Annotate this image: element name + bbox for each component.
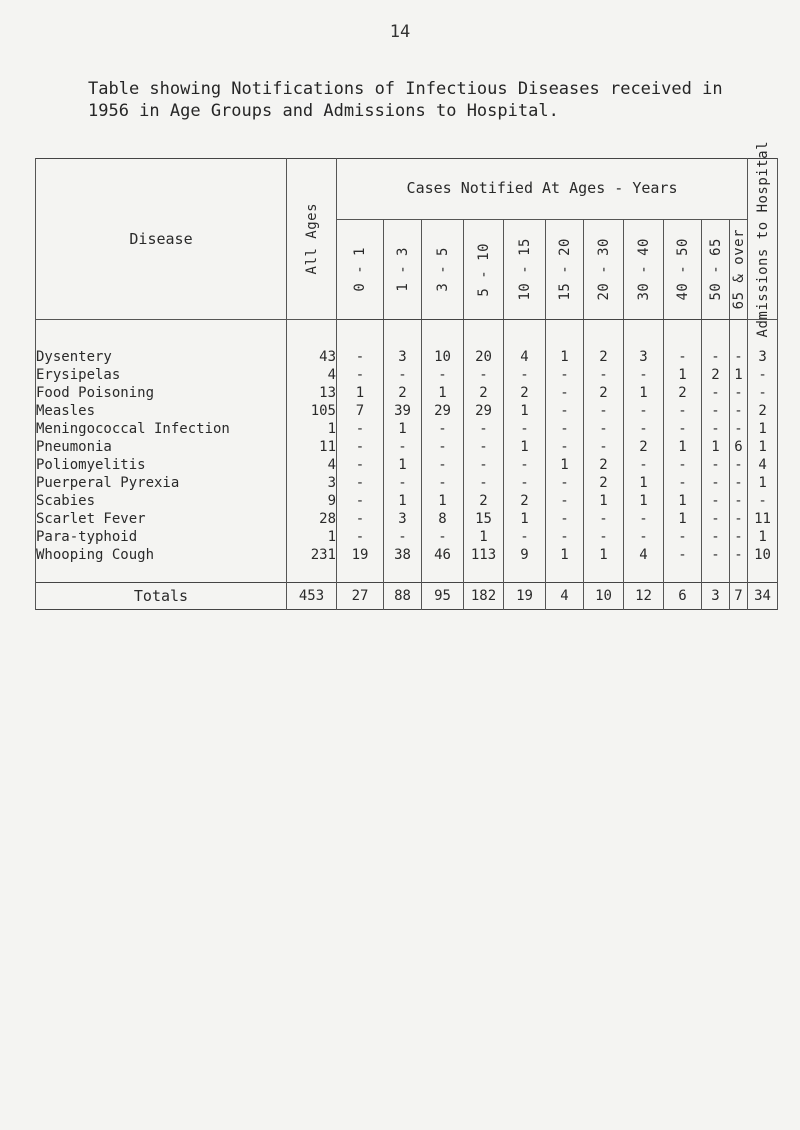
age-group-label: 10 - 15 [516, 238, 533, 301]
age-cell: 1 [384, 420, 422, 438]
table-row [36, 366, 778, 384]
age-cell: - [384, 528, 422, 546]
admissions-cell: 2 [748, 402, 778, 420]
age-cell: 3 [384, 348, 422, 366]
admissions-cell: 4 [748, 456, 778, 474]
spacer-cell [584, 564, 624, 583]
age-cell: - [504, 474, 546, 492]
table-row [36, 348, 778, 366]
age-cell: - [546, 528, 584, 546]
age-cell: - [546, 474, 584, 492]
spacer-cell [624, 564, 664, 583]
disease-name: Scabies [36, 492, 287, 510]
age-cell: 1 [584, 546, 624, 564]
age-group-label: 50 - 65 [707, 238, 724, 301]
age-cell: 1 [624, 492, 664, 510]
header-age-group [422, 219, 464, 319]
all-ages-cell: 43 [287, 348, 337, 366]
age-cell: - [730, 402, 748, 420]
age-cell: - [504, 366, 546, 384]
age-cell: 38 [384, 546, 422, 564]
header-age-group [664, 219, 702, 319]
age-cell: - [422, 366, 464, 384]
age-cell: 4 [504, 348, 546, 366]
all-ages-cell: 11 [287, 438, 337, 456]
age-cell: - [337, 456, 384, 474]
age-cell: 8 [422, 510, 464, 528]
spacer-cell [464, 320, 504, 349]
table-row [36, 438, 778, 456]
age-cell: 2 [384, 384, 422, 402]
spacer-cell [702, 320, 730, 349]
age-cell: - [702, 492, 730, 510]
table-row [36, 456, 778, 474]
age-cell: - [664, 474, 702, 492]
age-cell: - [422, 420, 464, 438]
disease-name: Erysipelas [36, 366, 287, 384]
disease-name: Puerperal Pyrexia [36, 474, 287, 492]
age-cell: - [464, 366, 504, 384]
age-cell: - [464, 438, 504, 456]
header-admissions-label: Admissions to Hospital [754, 140, 771, 338]
age-cell: - [730, 546, 748, 564]
age-cell: - [584, 420, 624, 438]
age-cell: 2 [464, 384, 504, 402]
age-cell: - [730, 384, 748, 402]
spacer-cell [624, 320, 664, 349]
disease-name: Para-typhoid [36, 528, 287, 546]
age-cell: - [546, 492, 584, 510]
header-age-group [624, 219, 664, 319]
all-ages-cell: 1 [287, 528, 337, 546]
age-cell: - [546, 402, 584, 420]
age-cell: - [546, 366, 584, 384]
age-cell: - [422, 528, 464, 546]
totals-age-cell: 12 [624, 583, 664, 610]
age-cell: - [384, 438, 422, 456]
age-cell: 20 [464, 348, 504, 366]
age-cell: 29 [464, 402, 504, 420]
age-cell: 46 [422, 546, 464, 564]
spacer-cell [546, 320, 584, 349]
disease-name: Scarlet Fever [36, 510, 287, 528]
spacer-cell [546, 564, 584, 583]
totals-age-cell: 10 [584, 583, 624, 610]
header-all-ages-label: All Ages [303, 203, 320, 275]
totals-age-cell: 3 [702, 583, 730, 610]
age-cell: 29 [422, 402, 464, 420]
age-cell: - [584, 510, 624, 528]
age-cell: - [464, 474, 504, 492]
admissions-cell: 3 [748, 348, 778, 366]
table-row [36, 420, 778, 438]
age-cell: - [337, 366, 384, 384]
age-cell: - [730, 420, 748, 438]
header-age-group [384, 219, 422, 319]
age-cell: 1 [624, 384, 664, 402]
table-row [36, 510, 778, 528]
age-cell: - [730, 348, 748, 366]
age-cell: 2 [624, 438, 664, 456]
admissions-cell: 1 [748, 420, 778, 438]
age-cell: 2 [464, 492, 504, 510]
age-cell: 1 [546, 348, 584, 366]
age-cell: 2 [702, 366, 730, 384]
admissions-cell: - [748, 384, 778, 402]
spacer-cell [384, 564, 422, 583]
admissions-cell: 10 [748, 546, 778, 564]
age-cell: 3 [624, 348, 664, 366]
age-cell: - [504, 456, 546, 474]
age-cell: 2 [664, 384, 702, 402]
age-cell: 1 [504, 510, 546, 528]
age-cell: - [664, 402, 702, 420]
age-cell: 1 [584, 492, 624, 510]
age-cell: - [730, 492, 748, 510]
spacer-cell [422, 564, 464, 583]
spacer-cell [664, 564, 702, 583]
age-cell: - [702, 402, 730, 420]
totals-label: Totals [36, 583, 287, 610]
header-age-group [584, 219, 624, 319]
age-cell: 19 [337, 546, 384, 564]
age-cell: 1 [730, 366, 748, 384]
header-age-group [504, 219, 546, 319]
header-cases-notified: Cases Notified At Ages - Years [337, 159, 748, 220]
age-cell: - [464, 456, 504, 474]
age-cell: - [337, 528, 384, 546]
age-cell: - [730, 510, 748, 528]
admissions-cell: 1 [748, 474, 778, 492]
age-cell: - [384, 366, 422, 384]
age-cell: - [664, 348, 702, 366]
header-age-group [702, 219, 730, 319]
age-cell: 1 [464, 528, 504, 546]
disease-name: Whooping Cough [36, 546, 287, 564]
age-cell: 1 [664, 366, 702, 384]
age-cell: 1 [384, 492, 422, 510]
admissions-cell: - [748, 366, 778, 384]
age-cell: 10 [422, 348, 464, 366]
age-cell: - [702, 384, 730, 402]
disease-name: Poliomyelitis [36, 456, 287, 474]
age-cell: 2 [584, 456, 624, 474]
spacer-cell [702, 564, 730, 583]
age-cell: 2 [584, 474, 624, 492]
age-cell: - [730, 474, 748, 492]
totals-age-cell: 4 [546, 583, 584, 610]
age-group-label: 30 - 40 [635, 238, 652, 301]
age-cell: - [730, 456, 748, 474]
age-cell: 1 [664, 438, 702, 456]
table-row [36, 546, 778, 564]
age-cell: - [702, 546, 730, 564]
age-cell: - [464, 420, 504, 438]
all-ages-cell: 105 [287, 402, 337, 420]
age-cell: 2 [504, 384, 546, 402]
age-cell: - [624, 366, 664, 384]
notifications-table [35, 140, 778, 610]
age-cell: - [422, 474, 464, 492]
age-cell: 2 [504, 492, 546, 510]
header-disease: Disease [36, 159, 287, 320]
disease-name: Food Poisoning [36, 384, 287, 402]
age-cell: - [624, 456, 664, 474]
age-cell: - [546, 438, 584, 456]
age-cell: - [702, 510, 730, 528]
age-cell: 1 [504, 402, 546, 420]
header-admissions [748, 140, 778, 338]
age-cell: - [584, 438, 624, 456]
age-cell: 1 [337, 384, 384, 402]
age-cell: 1 [504, 438, 546, 456]
age-cell: - [702, 528, 730, 546]
age-cell: - [584, 402, 624, 420]
admissions-cell: 1 [748, 528, 778, 546]
all-ages-cell: 3 [287, 474, 337, 492]
age-cell: - [624, 528, 664, 546]
header-age-group [730, 219, 748, 319]
age-cell: - [702, 420, 730, 438]
age-cell: - [624, 510, 664, 528]
age-cell: - [337, 420, 384, 438]
spacer-cell [730, 564, 748, 583]
spacer-cell [337, 320, 384, 349]
age-cell: 1 [422, 384, 464, 402]
totals-age-cell: 19 [504, 583, 546, 610]
spacer-cell [664, 320, 702, 349]
disease-name: Pneumonia [36, 438, 287, 456]
age-cell: 113 [464, 546, 504, 564]
totals-age-cell: 7 [730, 583, 748, 610]
age-cell: 1 [384, 456, 422, 474]
age-group-label: 40 - 50 [674, 238, 691, 301]
spacer-cell [730, 320, 748, 349]
age-cell: 15 [464, 510, 504, 528]
age-cell: - [337, 474, 384, 492]
all-ages-cell: 4 [287, 456, 337, 474]
page-number: 14 [389, 22, 411, 42]
spacer-cell [287, 320, 337, 349]
spacer-cell [748, 564, 778, 583]
age-cell: - [384, 474, 422, 492]
age-cell: 2 [584, 384, 624, 402]
totals-admissions: 34 [748, 583, 778, 610]
totals-age-cell: 27 [337, 583, 384, 610]
all-ages-cell: 1 [287, 420, 337, 438]
header-age-group [337, 219, 384, 319]
all-ages-cell: 4 [287, 366, 337, 384]
age-cell: - [702, 474, 730, 492]
age-cell: 1 [664, 492, 702, 510]
age-group-label: 1 - 3 [394, 247, 411, 292]
totals-row [36, 583, 778, 610]
age-group-label: 0 - 1 [352, 247, 368, 292]
age-cell: - [504, 528, 546, 546]
disease-name: Measles [36, 402, 287, 420]
totals-all-ages: 453 [287, 583, 337, 610]
age-cell: - [664, 456, 702, 474]
age-cell: - [584, 528, 624, 546]
disease-name: Meningococcal Infection [36, 420, 287, 438]
admissions-cell: 11 [748, 510, 778, 528]
table-row [36, 474, 778, 492]
table-caption: Table showing Notifications of Infectious Diseases received in 1956 in Age Groups and Admissions to Hospital. [88, 79, 723, 121]
disease-name: Dysentery [36, 348, 287, 366]
age-cell: - [664, 528, 702, 546]
age-cell: 1 [624, 474, 664, 492]
age-cell: - [504, 420, 546, 438]
header-age-group [546, 219, 584, 319]
age-group-label: 15 - 20 [556, 238, 573, 301]
age-cell: - [546, 384, 584, 402]
age-cell: - [337, 348, 384, 366]
table-row [36, 402, 778, 420]
admissions-cell: - [748, 492, 778, 510]
header-age-group [464, 219, 504, 319]
totals-age-cell: 182 [464, 583, 504, 610]
age-cell: - [730, 528, 748, 546]
totals-age-cell: 95 [422, 583, 464, 610]
spacer-cell [584, 320, 624, 349]
age-cell: - [624, 402, 664, 420]
age-cell: 4 [624, 546, 664, 564]
age-cell: - [337, 438, 384, 456]
table-row [36, 492, 778, 510]
age-cell: 1 [702, 438, 730, 456]
all-ages-cell: 231 [287, 546, 337, 564]
age-cell: 1 [546, 456, 584, 474]
spacer-cell [464, 564, 504, 583]
age-cell: - [546, 420, 584, 438]
age-group-label: 65 & over [730, 229, 747, 310]
age-cell: 1 [664, 510, 702, 528]
spacer-cell [337, 564, 384, 583]
age-cell: - [664, 546, 702, 564]
age-cell: 1 [546, 546, 584, 564]
spacer-cell [384, 320, 422, 349]
age-cell: - [584, 366, 624, 384]
age-cell: - [422, 456, 464, 474]
all-ages-cell: 9 [287, 492, 337, 510]
table-row [36, 384, 778, 402]
age-cell: 39 [384, 402, 422, 420]
spacer-cell [287, 564, 337, 583]
age-cell: 1 [422, 492, 464, 510]
spacer-cell [504, 564, 546, 583]
age-cell: 3 [384, 510, 422, 528]
admissions-cell: 1 [748, 438, 778, 456]
age-cell: - [337, 510, 384, 528]
spacer-cell [36, 564, 287, 583]
age-cell: - [702, 456, 730, 474]
header-all-ages [287, 159, 337, 320]
all-ages-cell: 28 [287, 510, 337, 528]
age-cell: - [422, 438, 464, 456]
age-cell: - [546, 510, 584, 528]
age-cell: 7 [337, 402, 384, 420]
table-row [36, 528, 778, 546]
spacer-cell [422, 320, 464, 349]
all-ages-cell: 13 [287, 384, 337, 402]
age-cell: - [664, 420, 702, 438]
age-cell: - [702, 348, 730, 366]
age-cell: - [337, 492, 384, 510]
age-cell: 9 [504, 546, 546, 564]
age-group-label: 20 - 30 [595, 238, 612, 301]
age-cell: 6 [730, 438, 748, 456]
age-group-label: 3 - 5 [434, 247, 451, 292]
spacer-cell [504, 320, 546, 349]
totals-age-cell: 6 [664, 583, 702, 610]
age-cell: - [624, 420, 664, 438]
totals-age-cell: 88 [384, 583, 422, 610]
age-cell: 2 [584, 348, 624, 366]
age-group-label: 5 - 10 [475, 242, 492, 297]
spacer-cell [36, 320, 287, 349]
